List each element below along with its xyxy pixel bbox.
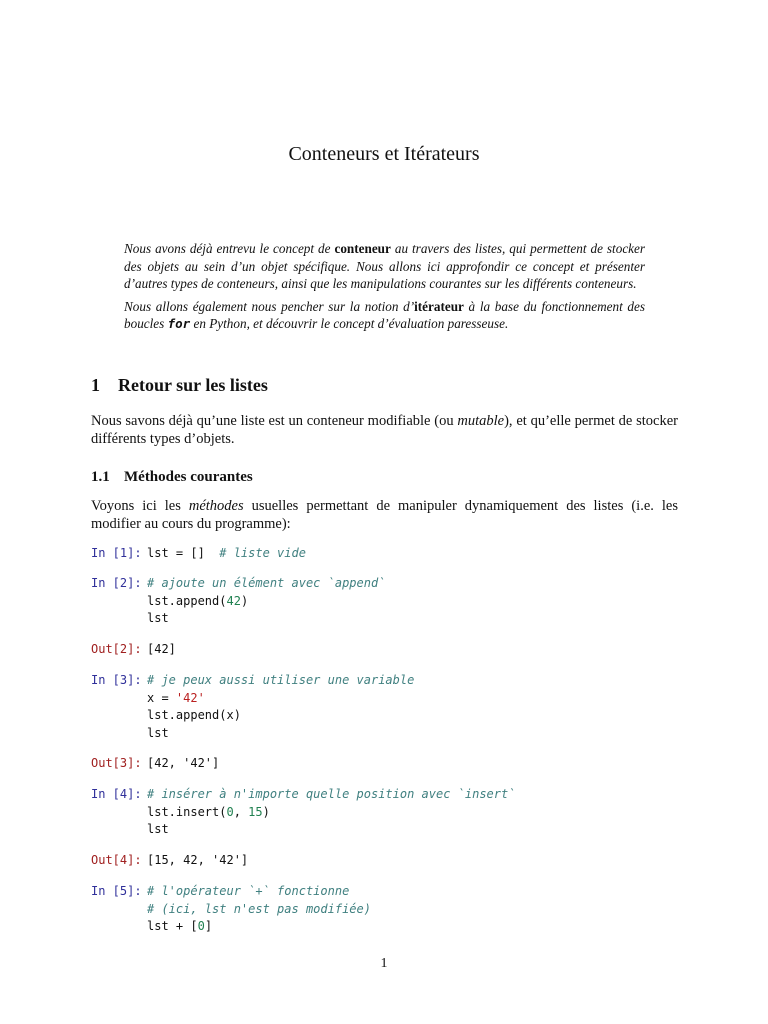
code-cell-out-3: Out[3]: [42, '42'] <box>91 755 219 773</box>
code-cell-out-2: Out[2]: [42] <box>91 641 176 659</box>
term-iterateur: itérateur <box>414 298 464 314</box>
code-cell-in-5: In [5]: # l'opérateur `+` fonctionne # (ici, lst n'est pas modifiée) lst + [0] <box>91 884 371 933</box>
output-prompt: Out[2]: <box>91 642 142 656</box>
code-cell-out-4: Out[4]: [15, 42, '42'] <box>91 852 248 870</box>
input-prompt: In [5]: <box>91 884 142 898</box>
code-cell-in-4: In [4]: # insérer à n'importe quelle position avec `insert` lst.insert(0, 15) lst <box>91 787 516 836</box>
section-heading-1: 1 Retour sur les listes <box>91 375 268 395</box>
code-cell-in-1: In [1]: lst = [] # liste vide <box>91 545 306 563</box>
code-cell-in-3: In [3]: # je peux aussi utiliser une variable x = '42' lst.append(x) lst <box>91 673 415 740</box>
input-prompt: In [2]: <box>91 576 142 590</box>
page-number: 1 <box>380 956 388 971</box>
output-prompt: Out[3]: <box>91 756 142 770</box>
input-prompt: In [3]: <box>91 673 142 687</box>
keyword-for: for <box>167 316 191 331</box>
input-prompt: In [4]: <box>91 787 142 801</box>
code-cell-in-2: In [2]: # ajoute un élément avec `append` lst.append(42) lst <box>91 576 386 625</box>
output-prompt: Out[4]: <box>91 853 142 867</box>
document-title: Conteneurs et Itérateurs <box>288 143 480 165</box>
input-prompt: In [1]: <box>91 546 142 560</box>
term-conteneur: conteneur <box>334 241 391 256</box>
abstract <box>124 240 645 338</box>
abstract-paragraph-2: Nous allons également nous pencher sur la notion d’itérateur à la base du fonctionnement des boucles for en Python, et découvrir le concept d’évaluation paresseuse. <box>124 298 645 331</box>
subsection-1-1-paragraph: Voyons ici les méthodes usuelles permettant de manipuler dynamiquement des listes (i.e. les modifier au cours du programme): <box>91 498 678 532</box>
section-1-paragraph: Nous savons déjà qu’une liste est un conteneur modifiable (ou mutable), et qu’elle permet de stocker différents types d’objets. <box>91 413 678 447</box>
abstract-paragraph-1: Nous avons déjà entrevu le concept de conteneur au travers des listes, qui permettent de stocker des objets au sein d’un objet spécifique. Nous allons ici approfondir ce concept et présenter d’autres types de conteneurs, ainsi que les manipulations courantes sur les différents conteneurs. <box>124 241 646 291</box>
subsection-heading-1-1: 1.1 Méthodes courantes <box>91 469 253 485</box>
